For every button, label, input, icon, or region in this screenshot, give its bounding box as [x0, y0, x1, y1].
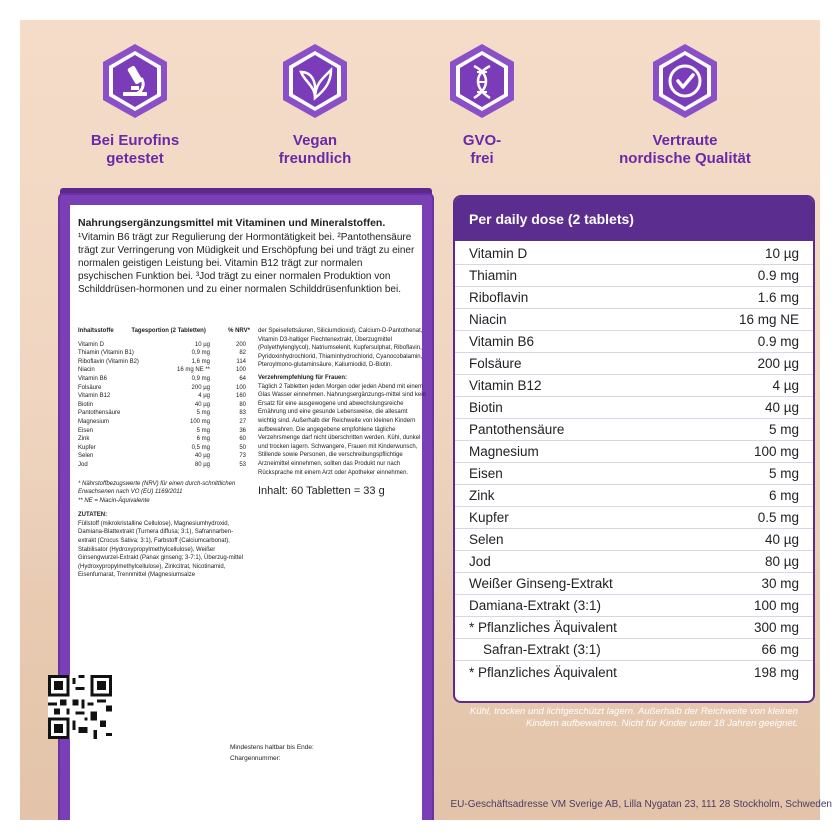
- nutrient-name: Damiana-Extrakt (3:1): [469, 598, 602, 613]
- nutrient-name: Niacin: [469, 312, 507, 327]
- box-cell-nrv: 60: [239, 436, 246, 443]
- box-cell-amount: 0,9 mg: [191, 375, 210, 382]
- nutrition-row: [455, 573, 813, 595]
- box-ingredients: Füllstoff (mikrokristalline Cellulose), Magnesiumhydroxid, Damiana-Blattextrakt (Turnera diffusa; 3:1), Safrannarben-extrakt (Crocus Sativa; 3:1), Farbstoff (Calciumcarbonat), Stabilisator (Hydroxypropylmethylcellulose), Weißer Ginsengwurzel-Extrakt (Panax ginseng; 3-7:1), Überzug-mittel (Hydroxypropylmethylcellulose), Zinkcitrat, Nicotinamid, Eisenfumarat, Trennmittel (Magnesiumsalze: [78, 520, 244, 579]
- badge-label: Vegan freundlich: [278, 132, 352, 167]
- nutrient-name: Zink: [469, 488, 495, 503]
- nutrition-row: [455, 441, 813, 463]
- nutrient-name: Biotin: [469, 400, 503, 415]
- nutrition-row: [455, 463, 813, 485]
- box-table-row: [78, 461, 250, 470]
- box-cell-name: Pantothensäure: [78, 410, 121, 417]
- nutrition-row: [455, 309, 813, 331]
- dna-icon: [442, 42, 522, 122]
- box-table-row: [78, 366, 250, 375]
- box-cell-amount: 0,5 mg: [191, 444, 210, 451]
- nutrient-name: Safran-Extrakt (3:1): [483, 642, 601, 657]
- badge-vegan: [245, 42, 385, 168]
- badge-label: GVO- frei: [462, 132, 502, 167]
- box-cell-nrv: 73: [239, 453, 246, 460]
- nutrient-value: 40 µg: [764, 532, 799, 547]
- nutrition-row: [455, 419, 813, 441]
- nutrient-value: 4 µg: [772, 378, 799, 393]
- box-cell-amount: 40 µg: [194, 453, 210, 460]
- nutrient-name: Thiamin: [469, 268, 518, 283]
- nutrient-value: 1.6 mg: [757, 290, 799, 305]
- box-best-before: Mindestens haltbar bis Ende: Chargennummer:: [230, 744, 314, 762]
- nutrient-value: 5 mg: [768, 422, 799, 437]
- box-cell-nrv: 160: [235, 393, 246, 400]
- box-cell-amount: 5 mg: [196, 410, 210, 417]
- nutrition-row: [455, 507, 813, 529]
- nutrition-panel: [453, 195, 815, 703]
- nutrient-value: 100 mg: [753, 598, 799, 613]
- box-table-rows: [78, 341, 250, 470]
- nutrient-value: 100 mg: [753, 444, 799, 459]
- nutrition-row: [455, 287, 813, 309]
- box-cell-name: Magnesium: [78, 418, 110, 425]
- box-left-column: [78, 327, 250, 580]
- box-cell-name: Kupfer: [78, 444, 96, 451]
- nutrient-value: 198 mg: [753, 664, 799, 680]
- box-cell-nrv: 80: [239, 401, 246, 408]
- box-table-row: [78, 358, 250, 367]
- box-cell-nrv: 50: [239, 444, 246, 451]
- box-cell-nrv: 200: [235, 341, 246, 348]
- box-cell-nrv: 36: [239, 427, 246, 434]
- box-cell-name: Riboflavin (Vitamin B2): [78, 358, 139, 365]
- leaf-icon: [275, 42, 355, 122]
- box-cell-nrv: 100: [235, 384, 246, 391]
- nutrient-name: Riboflavin: [469, 290, 529, 305]
- box-cell-name: Folsäure: [78, 384, 102, 391]
- nutrient-name: * Pflanzliches Äquivalent: [469, 664, 617, 680]
- box-table-row: [78, 341, 250, 350]
- box-cell-nrv: 64: [239, 375, 246, 382]
- box-table-header: Inhaltsstoffe Tagesportion (2 Tabletten) % NRV*: [78, 328, 250, 334]
- nutrition-row: [455, 397, 813, 419]
- nutrition-row: [455, 551, 813, 573]
- nutrient-name: Weißer Ginseng-Extrakt: [469, 576, 613, 591]
- box-cell-amount: 4 µg: [198, 393, 210, 400]
- storage-note: Kühl, trocken und lichtgeschützt lagern. Außerhalb der Reichweite von kleinen Kindern aufbewahren. Nicht für Kinder unter 18 Jahren geeignet.: [469, 706, 798, 729]
- box-cell-amount: 100 mg: [189, 418, 210, 425]
- nutrition-row: [455, 265, 813, 287]
- box-cell-name: Zink: [78, 436, 90, 443]
- box-cell-name: Selen: [78, 453, 94, 460]
- nutrition-row: [455, 595, 813, 617]
- box-cell-amount: 5 mg: [196, 427, 210, 434]
- box-cell-amount: 10 µg: [194, 341, 210, 348]
- nutrient-value: 0.5 mg: [757, 510, 799, 525]
- box-content-amount: Inhalt: 60 Tabletten = 33 g: [258, 485, 385, 498]
- box-cell-name: Jod: [78, 461, 88, 468]
- nutrition-row: [455, 375, 813, 397]
- nutrient-value: 300 mg: [753, 620, 799, 635]
- product-scene: [20, 20, 820, 820]
- box-table-row: [78, 384, 250, 393]
- nutrient-name: * Pflanzliches Äquivalent: [469, 620, 617, 635]
- box-cell-name: Vitamin B6: [78, 375, 107, 382]
- box-cell-name: Niacin: [78, 367, 95, 374]
- nutrition-row: [455, 529, 813, 551]
- badge-gvo: [412, 42, 552, 168]
- nutrient-name: Kupfer: [469, 510, 509, 525]
- nutrient-value: 10 µg: [764, 246, 799, 261]
- box-ingredients-heading: ZUTATEN:: [78, 512, 108, 519]
- box-cell-amount: 200 µg: [191, 384, 210, 391]
- box-cell-nrv: 114: [236, 358, 246, 365]
- product-box: [60, 195, 432, 820]
- box-table-row: [78, 418, 250, 427]
- badge-eurofins: [65, 42, 205, 168]
- box-right-column: [258, 327, 426, 496]
- box-title: Nahrungsergänzungsmittel mit Vitaminen und Mineralstoffen.: [78, 217, 386, 229]
- nutrient-name: Jod: [469, 554, 491, 569]
- box-cell-nrv: 82: [239, 350, 246, 357]
- nutrient-name: Eisen: [469, 466, 503, 481]
- nutrition-row: [455, 353, 813, 375]
- nutrient-name: Selen: [469, 532, 504, 547]
- box-table-row: [78, 427, 250, 436]
- nutrition-row: [455, 661, 813, 683]
- nutrient-name: Folsäure: [469, 356, 522, 371]
- box-cell-name: Vitamin D: [78, 341, 104, 348]
- box-cell-nrv: 83: [239, 410, 246, 417]
- box-cell-amount: 1,6 mg: [191, 358, 210, 365]
- box-nrv-note: * Nährstoffbezugswerte (NRV) für einen durch-schnittlichen Erwachsenen nach VO (EU) 1169/2011 ** NE = Niacin-Äquivalente: [78, 480, 236, 504]
- nutrient-value: 200 µg: [757, 356, 799, 371]
- nutrition-row: [455, 639, 813, 661]
- box-label: [78, 217, 426, 579]
- nutrient-name: Magnesium: [469, 444, 539, 459]
- qr-code: [48, 675, 112, 739]
- business-address: EU-Geschäftsadresse VM Sverige AB, Lilla Nygatan 23, 111 28 Stockholm, Schweden: [450, 799, 832, 810]
- box-table-row: [78, 452, 250, 461]
- nutrient-name: Vitamin D: [469, 246, 528, 261]
- box-table-row: [78, 392, 250, 401]
- badge-label: Vertraute nordische Qualität: [619, 132, 751, 167]
- box-cell-name: Eisen: [78, 427, 94, 434]
- box-cell-name: Thiamin (Vitamin B1): [78, 350, 134, 357]
- box-table-row: [78, 401, 250, 410]
- nutrient-value: 0.9 mg: [757, 268, 799, 283]
- nutrient-name: Vitamin B12: [469, 378, 542, 393]
- nutrient-value: 16 mg NE: [738, 312, 799, 327]
- nutrition-row: [455, 331, 813, 353]
- nutrient-name: Pantothensäure: [469, 422, 565, 437]
- box-cell-name: Biotin: [78, 401, 94, 408]
- box-cell-name: Vitamin B12: [78, 393, 111, 400]
- box-table-row: [78, 444, 250, 453]
- badge-label: Bei Eurofins getestet: [90, 132, 180, 167]
- box-cell-amount: 80 µg: [194, 461, 210, 468]
- nutrition-row: [455, 485, 813, 507]
- box-cell-amount: 6 mg: [196, 436, 210, 443]
- checkmark-icon: [645, 42, 725, 122]
- nutrient-value: 0.9 mg: [757, 334, 799, 349]
- badge-quality: [595, 42, 775, 168]
- nutrient-value: 5 mg: [768, 466, 799, 481]
- nutrition-rows: [455, 241, 813, 683]
- box-recommendation: Täglich 2 Tabletten jeden Morgen oder jeden Abend mit einem Glas Wasser einnehmen. Nahrungsergänzungs-mittel sind kein Ersatz für eine ausgewogene und abwechslungsreiche Ernährung und eine gesunde Lebensweise, die allesamt wichtig sind. Außerhalb der Reichweite von kleinen Kindern aufbewahren. Die angegebene empfohlene tägliche Verzehrsmenge darf nicht überschritten werden. Kühl, dunkel und trocken lagern. Schwangere, Frauen mit Kinderwunsch, Stillende sowie Personen, die verschreibungspflichtige Arzneimittel einnehmen, sollten das Produkt nur nach Rücksprache mit einem Arzt oder Apotheker einnehmen.: [258, 383, 426, 476]
- box-table-row: [78, 375, 250, 384]
- box-table-row: [78, 435, 250, 444]
- nutrition-row: [455, 243, 813, 265]
- microscope-icon: [95, 42, 175, 122]
- box-cell-amount: 40 µg: [194, 401, 210, 408]
- nutrient-value: 6 mg: [768, 488, 799, 503]
- nutrition-row: [455, 617, 813, 639]
- nutrient-value: 66 mg: [761, 642, 799, 657]
- box-table-row: [78, 409, 250, 418]
- box-health-claims: ¹Vitamin B6 trägt zur Regulierung der Hormontätigkeit bei. ²Pantothensäure trägt zur Verringerung von Müdigkeit und Erschöpfung bei und trägt zu einer normalen geistigen Leistung bei. Vitamin B12 trägt zur normalen psychischen Funktion bei. ³Jod trägt zu einer normalen Produktion von Schilddrüsen-hormonen und zu einer normalen Schilddrüsenfunktion bei.: [78, 232, 415, 295]
- box-cell-amount: 0,9 mg: [191, 350, 210, 357]
- nutrient-value: 80 µg: [764, 554, 799, 569]
- nutrient-value: 40 µg: [764, 400, 799, 415]
- box-recommendation-heading: Verzehrempfehlung für Frauen:: [258, 374, 348, 381]
- box-cell-nrv: 100: [235, 367, 246, 374]
- box-ingredients-continued: der Speisefettsäuren, Siliciumdioxid), Calcium-D-Pantothenat, Vitamin D3-haltiger Flechtenextrakt, Überzugmittel (Polyethylenglycol), Natriumselenit, Kupfersulphat, Riboflavin, Pyridoxinhydrochlorid, Thiaminhydrochlorid, Cyanocobalamin, Pteroylmono-glutaminsäure, Kaliumiodid, D-Biotin.: [258, 328, 423, 369]
- box-table-row: [78, 349, 250, 358]
- nutrient-name: Vitamin B6: [469, 334, 535, 349]
- box-cell-nrv: 27: [239, 418, 246, 425]
- nutrition-panel-header: Per daily dose (2 tablets): [455, 197, 813, 241]
- box-cell-nrv: 53: [239, 461, 246, 468]
- box-cell-amount: 16 mg NE **: [176, 367, 210, 374]
- nutrient-value: 30 mg: [761, 576, 799, 591]
